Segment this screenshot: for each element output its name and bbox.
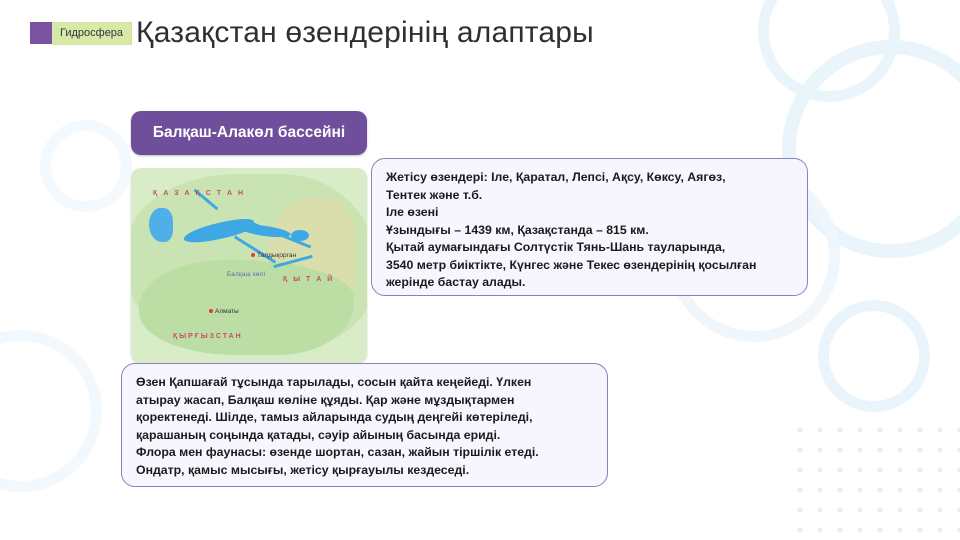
map-label-kazakhstan: Қ А З А Қ С Т А Н [153, 190, 246, 197]
info-line: Қытай аумағындағы Солтүстік Тянь-Шань тауларында, [386, 240, 726, 254]
map-city-taldykorgan [251, 252, 296, 259]
info-line: қарашаның соңында қатады, сәуір айының басында ериді. [136, 427, 501, 442]
info-line: атырау жасап, Балқаш көліне құяды. Қар және мұздықтармен [136, 392, 515, 407]
info-line: Флора мен фаунасы: өзенде шортан, сазан, жайын тіршілік етеді. [136, 445, 539, 459]
slide-header [0, 8, 594, 58]
section-badge [30, 21, 132, 45]
badge-label: Гидросфера [52, 22, 132, 45]
map-card [131, 111, 367, 363]
city-dot-icon [251, 253, 255, 257]
lake-aral [149, 208, 173, 242]
gear-icon [758, 0, 900, 102]
info-line: Ұзындығы – 1439 км, Қазақстанда – 815 км. [386, 222, 649, 237]
map-title: Балқаш-Алакөл бассейні [131, 111, 367, 155]
map-city-almaty [209, 308, 239, 315]
info-panel-rivers [371, 158, 808, 296]
info-line: Іле өзені [386, 205, 439, 219]
map-label-lake-balkhash: Балқаш көлі [227, 272, 266, 278]
info-line: 3540 метр биіктікте, Күнгес және Текес өзендерінің қосылған [386, 257, 757, 272]
info-line: жерінде бастау алады. [386, 275, 526, 289]
badge-square-icon [30, 22, 52, 44]
slide-content [0, 95, 960, 515]
city-dot-icon [209, 309, 213, 313]
info-panel-description [121, 363, 608, 487]
info-line: Өзен Қапшағай тұсында тарылады, сосын қайта кеңейеді. Үлкен [136, 375, 532, 389]
map-label-china: Қ Ы Т А Й [283, 276, 335, 283]
city-label: Талдықорган [257, 252, 297, 259]
info-line: қоректенеді. Шілде, тамыз айларында судың деңгейі көтеріледі, [136, 410, 533, 424]
city-label: Алматы [215, 308, 239, 315]
map-image [131, 168, 367, 363]
page-title: Қазақстан өзендерінің алаптары [136, 16, 594, 49]
info-line: Тентек және т.б. [386, 187, 483, 202]
info-line: Жетісу өзендері: Іле, Қаратал, Лепсі, Ақсу, Көксу, Аягөз, [386, 170, 726, 184]
map-label-kyrgyzstan: ҚЫРҒЫЗСТАН [173, 333, 243, 340]
info-line: Ондатр, қамыс мысығы, жетісу қырғауылы кездеседі. [136, 462, 470, 477]
